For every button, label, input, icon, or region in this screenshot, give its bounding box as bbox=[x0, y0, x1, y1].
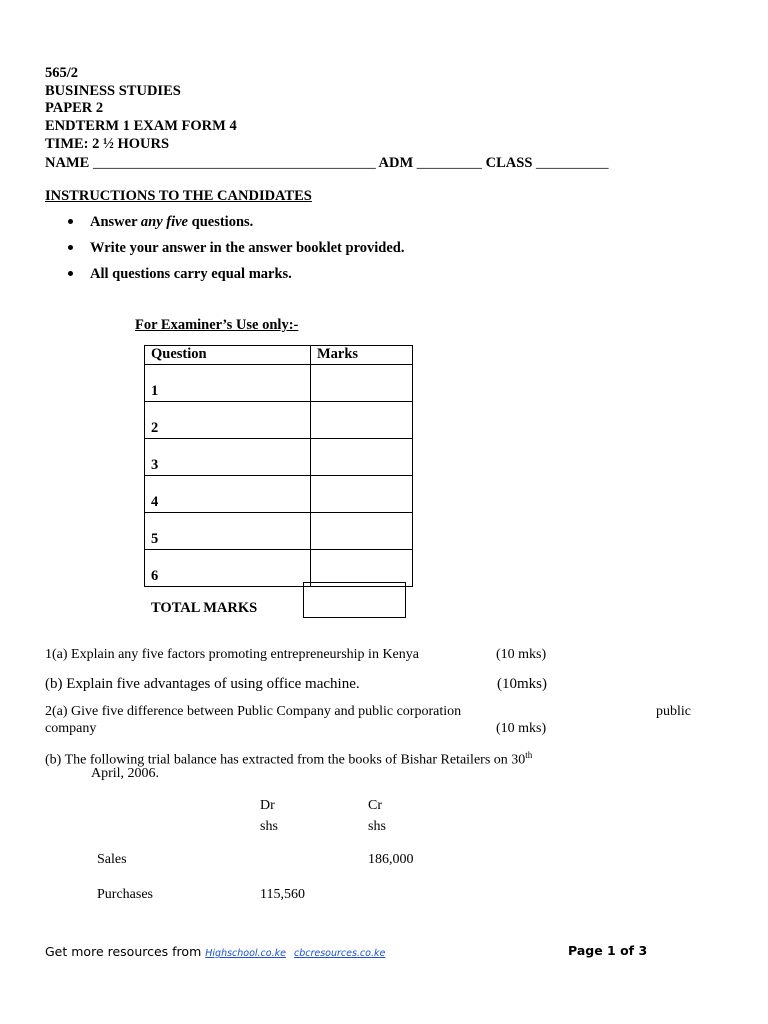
tb-unit-dr: shs bbox=[260, 819, 278, 834]
marks-cell[interactable] bbox=[311, 476, 413, 513]
instruction-text: All questions carry equal marks. bbox=[90, 266, 292, 282]
tb-col-cr: Cr bbox=[368, 798, 382, 813]
marks-cell[interactable] bbox=[311, 439, 413, 476]
table-header-row bbox=[145, 346, 413, 365]
question-number: 1 bbox=[145, 365, 311, 402]
question-2b-superscript: th bbox=[525, 750, 533, 760]
instruction-text: Write your answer in the answer booklet provided. bbox=[90, 240, 405, 256]
question-2a-overflow: public bbox=[656, 704, 691, 719]
col-marks-header: Marks bbox=[311, 346, 413, 365]
table-row bbox=[145, 402, 413, 439]
question-number: 6 bbox=[145, 550, 311, 587]
adm-field[interactable]: _________ bbox=[416, 155, 483, 171]
footer bbox=[45, 943, 385, 961]
marks-cell[interactable] bbox=[311, 513, 413, 550]
candidate-details-line bbox=[45, 154, 609, 172]
footer-link-highschool[interactable]: Highschool.co.ke bbox=[205, 948, 286, 959]
table-row bbox=[145, 476, 413, 513]
question-number: 5 bbox=[145, 513, 311, 550]
marks-cell[interactable] bbox=[311, 550, 413, 587]
instruction-text: questions. bbox=[188, 214, 254, 230]
class-label: CLASS bbox=[485, 155, 533, 171]
paper-code: 565/2 bbox=[45, 65, 79, 81]
question-1b-marks: (10mks) bbox=[497, 676, 547, 692]
question-number: 2 bbox=[145, 402, 311, 439]
total-marks-box[interactable] bbox=[303, 582, 406, 618]
table-row bbox=[145, 550, 413, 587]
question-1a-marks: (10 mks) bbox=[496, 647, 547, 662]
question-1b: (b) Explain five advantages of using office machine. bbox=[45, 676, 360, 692]
table-row bbox=[145, 513, 413, 550]
instruction-item-2 bbox=[68, 240, 404, 257]
marks-cell[interactable] bbox=[311, 365, 413, 402]
question-number: 3 bbox=[145, 439, 311, 476]
examiner-title: For Examiner’s Use only:- bbox=[135, 317, 299, 333]
question-1a: 1(a) Explain any five factors promoting entrepreneurship in Kenya bbox=[45, 647, 419, 662]
question-number: 4 bbox=[145, 476, 311, 513]
adm-label: ADM bbox=[378, 155, 414, 171]
bullet-icon bbox=[68, 245, 73, 250]
tb-row-item: Sales bbox=[97, 852, 127, 867]
instruction-text: Answer bbox=[90, 214, 141, 230]
page-number: Page 1 of 3 bbox=[568, 943, 648, 958]
instruction-item-3 bbox=[68, 266, 292, 283]
question-2a: 2(a) Give five difference between Public Company and public corporation bbox=[45, 704, 462, 719]
footer-link-cbcresources[interactable]: cbcresources.co.ke bbox=[293, 948, 386, 959]
marks-cell[interactable] bbox=[311, 402, 413, 439]
instruction-item-1 bbox=[68, 214, 253, 231]
tb-col-dr: Dr bbox=[260, 798, 275, 813]
question-2b-line2: April, 2006. bbox=[91, 766, 160, 781]
total-marks-label: TOTAL MARKS bbox=[151, 600, 258, 616]
question-2b-text: (b) The following trial balance has extracted from the books of Bishar Retailers on 30 bbox=[45, 752, 526, 768]
col-question-header: Question bbox=[145, 346, 311, 365]
bullet-icon bbox=[68, 219, 73, 224]
tb-row-cr: 186,000 bbox=[368, 852, 414, 867]
question-2a-marks: (10 mks) bbox=[496, 721, 547, 736]
name-field[interactable]: _______________________________________ bbox=[92, 155, 376, 171]
tb-row-dr: 115,560 bbox=[260, 887, 305, 902]
table-row bbox=[145, 439, 413, 476]
name-label: NAME bbox=[45, 155, 90, 171]
subject-title: BUSINESS STUDIES bbox=[45, 83, 181, 99]
tb-row-item: Purchases bbox=[97, 887, 153, 902]
tb-unit-cr: shs bbox=[368, 819, 386, 834]
instruction-emphasis: any five bbox=[140, 214, 188, 230]
exam-time: TIME: 2 ½ HOURS bbox=[45, 136, 170, 152]
footer-text: Get more resources from bbox=[45, 944, 202, 959]
exam-title: ENDTERM 1 EXAM FORM 4 bbox=[45, 118, 237, 134]
class-field[interactable]: __________ bbox=[536, 155, 609, 171]
bullet-icon bbox=[68, 271, 73, 276]
examiner-marks-table bbox=[144, 345, 413, 587]
paper-number: PAPER 2 bbox=[45, 100, 104, 116]
table-row bbox=[145, 365, 413, 402]
instructions-title: INSTRUCTIONS TO THE CANDIDATES bbox=[45, 188, 312, 204]
question-2a-line2: company bbox=[45, 721, 97, 736]
